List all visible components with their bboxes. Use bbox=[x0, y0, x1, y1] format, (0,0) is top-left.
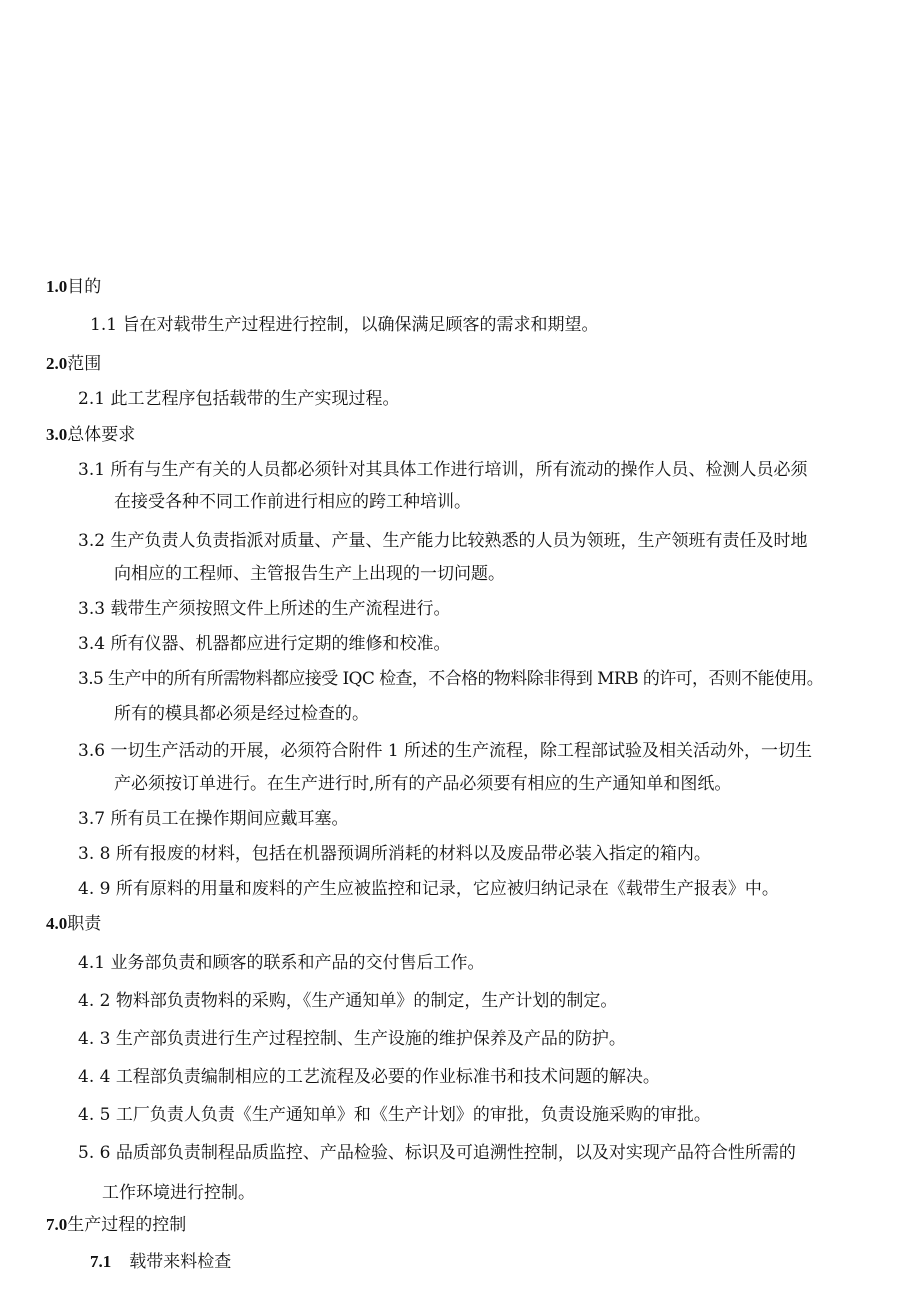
subsection-title: 载带来料检查 bbox=[129, 1252, 232, 1272]
paragraph-3-6: 3.6 一切生产活动的开展，必须符合附件 1 所述的生产流程，除工程部试验及相关活动外，一切生 bbox=[78, 741, 813, 761]
paragraph-4-5: 4. 5 工厂负责人负责《生产通知单》和《生产计划》的审批，负责设施采购的审批。 bbox=[78, 1105, 711, 1125]
paragraph-3-5: 3.5 生产中的所有所需物料都应接受 IQC 检查，不合格的物料除非得到 MRB 的许可，否则不能使用。 bbox=[78, 669, 824, 689]
paragraph-3-1-cont: 在接受各种不同工作前进行相应的跨工种培训。 bbox=[114, 492, 471, 512]
paragraph-4-6-cont: 工作环境进行控制。 bbox=[102, 1183, 255, 1203]
paragraph-3-6-cont: 产必须按订单进行。在生产进行时,所有的产品必须要有相应的生产通知单和图纸。 bbox=[114, 774, 732, 794]
paragraph-4-6: 5. 6 品质部负责制程品质监控、产品检验、标识及可追溯性控制，以及对实现产品符合性所需的 bbox=[78, 1143, 796, 1163]
paragraph-4-4: 4. 4 工程部负责编制相应的工艺流程及必要的作业标准书和技术问题的解决。 bbox=[78, 1067, 660, 1087]
section-number: 3.0 bbox=[46, 425, 68, 444]
section-title: 生产过程的控制 bbox=[67, 1215, 187, 1235]
paragraph-3-3: 3.3 载带生产须按照文件上所述的生产流程进行。 bbox=[78, 599, 451, 619]
paragraph-3-1: 3.1 所有与生产有关的人员都必须针对其具体工作进行培训，所有流动的操作人员、检测人员必须 bbox=[78, 460, 808, 480]
paragraph-3-7: 3.7 所有员工在操作期间应戴耳塞。 bbox=[78, 809, 349, 829]
paragraph-3-2: 3.2 生产负责人负责指派对质量、产量、生产能力比较熟悉的人员为领班，生产领班有责任及时地 bbox=[78, 531, 808, 551]
section-heading-3 bbox=[46, 423, 135, 447]
section-heading-7 bbox=[46, 1213, 186, 1237]
section-title: 职责 bbox=[67, 914, 102, 934]
section-heading-2 bbox=[46, 352, 101, 376]
paragraph-2-1: 2.1 此工艺程序包括载带的生产实现过程。 bbox=[78, 389, 400, 409]
paragraph-3-4: 3.4 所有仪器、机器都应进行定期的维修和校准。 bbox=[78, 634, 451, 654]
section-number: 2.0 bbox=[46, 354, 68, 373]
section-title: 目的 bbox=[67, 277, 102, 297]
section-heading-4 bbox=[46, 912, 101, 936]
section-heading-1 bbox=[46, 275, 101, 299]
paragraph-4-2: 4. 2 物料部负责物料的采购，《生产通知单》的制定，生产计划的制定。 bbox=[78, 991, 618, 1011]
paragraph-4-1: 4.1 业务部负责和顾客的联系和产品的交付售后工作。 bbox=[78, 953, 485, 973]
section-number: 4.0 bbox=[46, 914, 68, 933]
subsection-heading-7-1 bbox=[90, 1250, 231, 1274]
paragraph-3-5-cont: 所有的模具都必须是经过检查的。 bbox=[114, 704, 369, 724]
paragraph-3-8: 3. 8 所有报废的材料，包括在机器预调所消耗的材料以及废品带必装入指定的箱内。 bbox=[78, 844, 711, 864]
paragraph-4-3: 4. 3 生产部负责进行生产过程控制、生产设施的维护保养及产品的防护。 bbox=[78, 1029, 626, 1049]
paragraph-3-9: 4. 9 所有原料的用量和废料的产生应被监控和记录，它应被归纳记录在《载带生产报表》中。 bbox=[78, 879, 779, 899]
subsection-number: 7.1 bbox=[90, 1252, 112, 1271]
paragraph-3-2-cont: 向相应的工程师、主管报告生产上出现的一切问题。 bbox=[114, 564, 505, 584]
section-number: 1.0 bbox=[46, 277, 68, 296]
paragraph-1-1: 1.1 旨在对载带生产过程进行控制，以确保满足顾客的需求和期望。 bbox=[90, 315, 599, 335]
section-title: 总体要求 bbox=[67, 425, 136, 445]
section-title: 范围 bbox=[67, 354, 102, 374]
section-number: 7.0 bbox=[46, 1215, 68, 1234]
